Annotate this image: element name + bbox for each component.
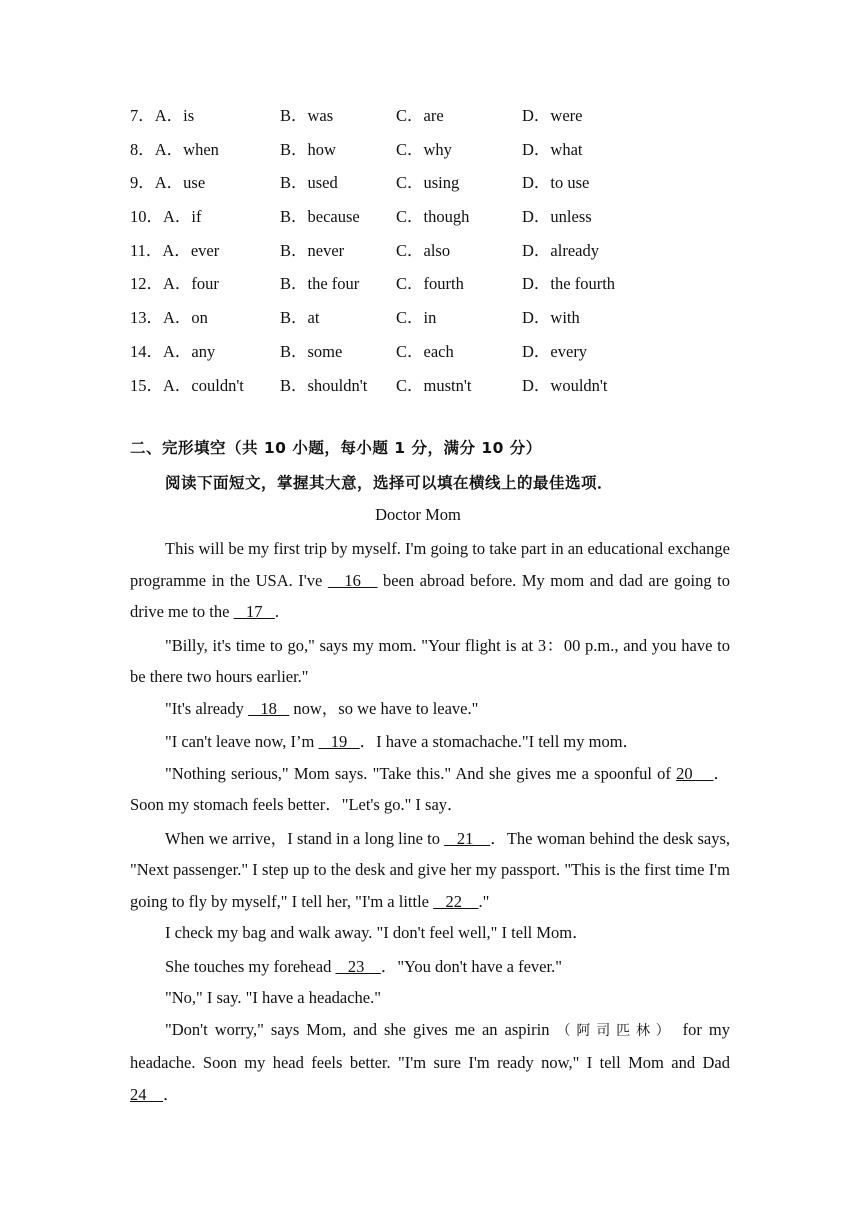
blank-24: 24 — [130, 1084, 163, 1104]
option-a: couldn't — [191, 375, 244, 395]
passage — [130, 533, 730, 1110]
choice-row-8 — [130, 138, 730, 172]
option-a: four — [191, 274, 219, 294]
paragraph: This will be my first trip by myself. I'm going to take part in an educational exchange programme in the USA. I've 16 been abroad before. My mom and dad are going to drive me to the 17 . — [130, 539, 730, 621]
paragraph: I check my bag and walk away. "I don't feel well," I tell Mom． — [165, 923, 589, 942]
choice-row-14 — [130, 340, 730, 374]
option-b: B．at — [280, 308, 320, 328]
option-c: C．in — [396, 308, 437, 328]
option-b: B．shouldn't — [280, 375, 368, 395]
option-d: D．already — [522, 240, 599, 260]
question-number: 9．A． — [130, 173, 184, 193]
blank-21: 21 — [444, 828, 491, 848]
paragraph: "Don't worry," says Mom, and she gives me an aspirin （阿司匹林） for my headache. Soon my head feels better. "I'm sure I'm ready now," I tell Mom and Dad 24 ． — [130, 1019, 731, 1104]
paragraph: "No," I say. "I have a headache." — [165, 988, 381, 1007]
option-d: D．wouldn't — [522, 375, 608, 395]
option-b: B．was — [280, 106, 334, 125]
choice-row-11 — [130, 239, 730, 273]
option-a: is — [183, 106, 195, 125]
option-a: when — [183, 139, 219, 159]
blank-17: 17 — [233, 602, 275, 621]
option-d: D．every — [522, 341, 588, 361]
option-d: D．to use — [522, 173, 590, 193]
option-a: use — [183, 173, 206, 193]
choice-row-12 — [130, 272, 730, 306]
option-a: on — [191, 308, 208, 328]
blank-23: 23 — [335, 956, 381, 976]
option-c: C．why — [396, 139, 452, 159]
section-title: 二、完形填空（共 10 小题，每小题 1 分，满分 10 分） — [130, 439, 542, 457]
option-d: D．unless — [522, 207, 592, 227]
option-b: B．how — [280, 139, 336, 159]
blank-16: 16 — [327, 570, 378, 590]
option-d: D．were — [522, 106, 583, 125]
option-c: C．also — [396, 240, 451, 260]
paragraph: "Billy, it's time to go," says my mom. "Your flight is at 3：00 p.m., and you have to be there two hours earlier." — [130, 635, 730, 686]
option-c: C．mustn't — [396, 375, 472, 395]
question-number: 14．A． — [130, 341, 192, 361]
question-number: 11．A． — [130, 240, 191, 260]
story-title: Doctor Mom — [375, 505, 461, 524]
chinese-gloss: （阿司匹林） — [556, 1022, 676, 1039]
paragraph: "I can't leave now, I’m 19 ．I have a stomachache."I tell my mom． — [165, 732, 640, 751]
paragraph: "It's already 18 now，so we have to leave." — [165, 698, 479, 718]
choice-row-9 — [130, 171, 730, 205]
option-d: D．with — [522, 308, 580, 328]
section-instruction: 阅读下面短文，掌握其大意，选择可以填在横线上的最佳选项． — [165, 474, 614, 492]
blank-18: 18 — [248, 698, 290, 718]
question-number: 7．A． — [130, 106, 184, 125]
option-c: C．using — [396, 173, 460, 193]
option-a: if — [191, 207, 202, 227]
question-number: 13．A． — [130, 308, 192, 328]
option-b: B．the four — [280, 274, 360, 294]
paragraph: She touches my forehead 23 ．"You don't have a fever." — [165, 956, 562, 976]
option-b: B．because — [280, 207, 360, 227]
option-b: B．some — [280, 341, 343, 361]
question-number: 12．A． — [130, 274, 192, 294]
choice-table — [130, 104, 730, 407]
option-a: any — [191, 341, 216, 361]
question-number: 15．A． — [130, 375, 192, 395]
option-d: D．the fourth — [522, 274, 616, 294]
paragraph: "Nothing serious," Mom says. "Take this." And she gives me a spoonful of 20 ．Soon my stomach feels better．"Let's go." I say． — [130, 763, 730, 814]
option-c: C．fourth — [396, 274, 464, 294]
option-d: D．what — [522, 139, 583, 159]
question-number: 8．A． — [130, 139, 184, 159]
blank-20: 20 — [676, 763, 714, 783]
option-c: C．though — [396, 207, 470, 227]
choice-row-7 — [130, 104, 730, 138]
blank-19: 19 — [318, 732, 360, 751]
paragraph: When we arrive，I stand in a long line to 21 ．The woman behind the desk says, "Next passenger." I step up to the desk and give her my passport. "This is the first time I'm going to fly by myself," I tell her, "I'm a little 22 ." — [130, 828, 731, 911]
option-b: B．used — [280, 173, 338, 193]
choice-row-15 — [130, 374, 730, 408]
option-c: C．are — [396, 106, 444, 125]
option-a: ever — [190, 240, 220, 260]
blank-22: 22 — [433, 891, 479, 911]
choice-row-13 — [130, 306, 730, 340]
choice-row-10 — [130, 205, 730, 239]
question-number: 10．A． — [130, 207, 192, 227]
option-c: C．each — [396, 341, 454, 361]
option-b: B．never — [280, 240, 345, 260]
